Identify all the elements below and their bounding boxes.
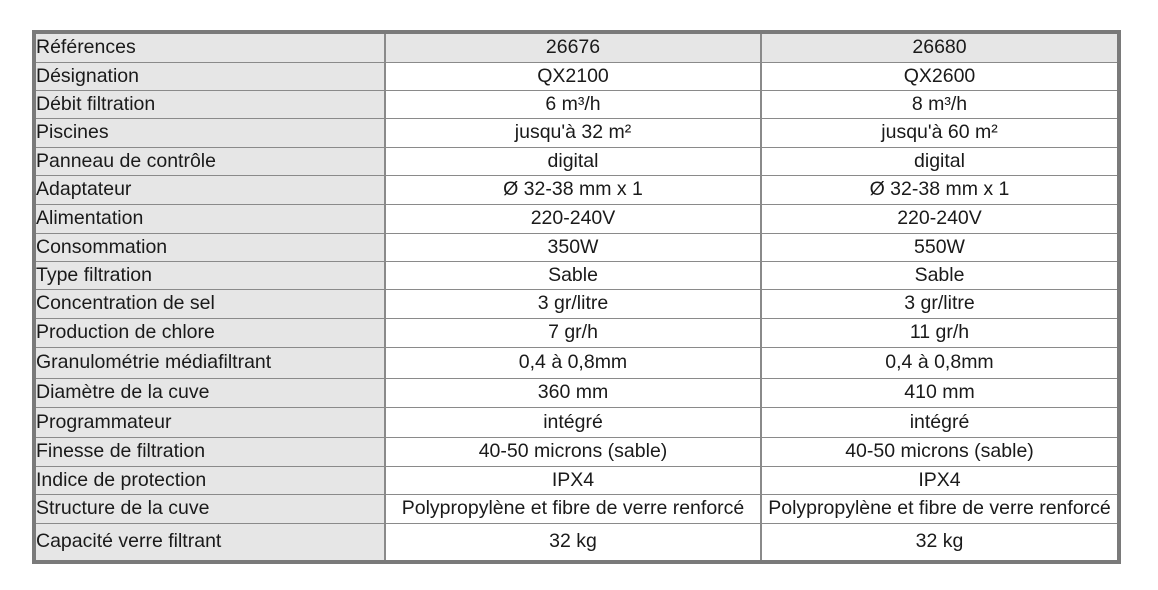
row-value-2: QX2600 [760,63,1117,91]
row-value-2: 32 kg [760,524,1117,560]
row-label: Piscines [36,119,384,148]
row-label: Production de chlore [36,319,384,348]
row-value-2: digital [760,148,1117,176]
row-label: Alimentation [36,205,384,234]
row-value-1: 32 kg [384,524,760,560]
table-row [36,119,1117,148]
row-label: Finesse de filtration [36,438,384,467]
row-value-1: 0,4 à 0,8mm [384,348,760,379]
row-value-1: 350W [384,234,760,262]
row-label: Concentration de sel [36,290,384,319]
row-value-2: 8 m³/h [760,91,1117,119]
table-row [36,408,1117,438]
row-value-1: 6 m³/h [384,91,760,119]
row-value-1: QX2100 [384,63,760,91]
table-row [36,495,1117,524]
row-value-2: 550W [760,234,1117,262]
row-value-1: 220-240V [384,205,760,234]
row-label: Programmateur [36,408,384,438]
table-row [36,438,1117,467]
header-ref-2: 26680 [760,34,1117,63]
row-value-2: intégré [760,408,1117,438]
header-label: Références [36,34,384,63]
row-value-2: 3 gr/litre [760,290,1117,319]
spec-table-frame [32,30,1121,564]
row-value-2: 410 mm [760,379,1117,408]
spec-table [36,34,1117,560]
row-value-1: intégré [384,408,760,438]
row-value-1: Ø 32-38 mm x 1 [384,176,760,205]
table-row [36,148,1117,176]
table-row [36,176,1117,205]
table-row [36,205,1117,234]
row-value-1: IPX4 [384,467,760,495]
row-value-2: Sable [760,262,1117,290]
table-row [36,63,1117,91]
table-row [36,91,1117,119]
row-value-2: IPX4 [760,467,1117,495]
row-value-1: Polypropylène et fibre de verre renforcé [384,495,760,524]
header-ref-1: 26676 [384,34,760,63]
row-value-1: Sable [384,262,760,290]
row-label: Structure de la cuve [36,495,384,524]
table-header-row [36,34,1117,63]
row-label: Adaptateur [36,176,384,205]
row-value-2: Ø 32-38 mm x 1 [760,176,1117,205]
row-label: Indice de protection [36,467,384,495]
table-row [36,262,1117,290]
row-label: Désignation [36,63,384,91]
row-value-1: 3 gr/litre [384,290,760,319]
table-row [36,290,1117,319]
row-label: Type filtration [36,262,384,290]
row-value-2: Polypropylène et fibre de verre renforcé [760,495,1117,524]
row-value-2: 0,4 à 0,8mm [760,348,1117,379]
row-label: Consommation [36,234,384,262]
table-row [36,467,1117,495]
row-value-1: digital [384,148,760,176]
row-value-2: 11 gr/h [760,319,1117,348]
table-row [36,348,1117,379]
row-value-1: 7 gr/h [384,319,760,348]
table-row [36,234,1117,262]
table-row [36,319,1117,348]
row-label: Débit filtration [36,91,384,119]
row-value-1: 40-50 microns (sable) [384,438,760,467]
row-value-2: jusqu'à 60 m² [760,119,1117,148]
row-value-2: 220-240V [760,205,1117,234]
row-value-1: 360 mm [384,379,760,408]
table-row [36,379,1117,408]
row-label: Granulométrie médiafiltrant [36,348,384,379]
row-label: Panneau de contrôle [36,148,384,176]
row-label: Diamètre de la cuve [36,379,384,408]
row-value-1: jusqu'à 32 m² [384,119,760,148]
row-label: Capacité verre filtrant [36,524,384,560]
row-value-2: 40-50 microns (sable) [760,438,1117,467]
table-row [36,524,1117,560]
